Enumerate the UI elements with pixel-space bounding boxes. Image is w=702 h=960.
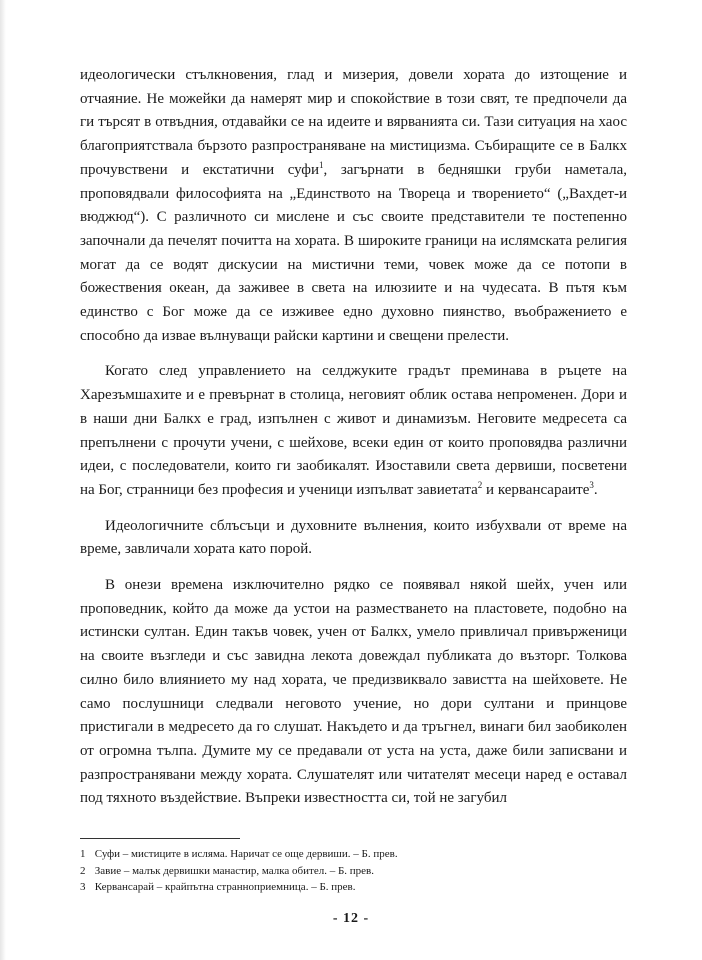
paragraph-2-text-end: .: [593, 481, 598, 498]
footnote-text: Завие – малък дервишки манастир, малка обител. – Б. прев.: [94, 864, 374, 877]
footnotes: [80, 846, 627, 896]
footnote-number: 3: [80, 881, 86, 893]
footnote-ref-3: 3: [589, 479, 594, 490]
footnote-2: [80, 863, 627, 880]
footnote-number: 2: [80, 864, 86, 877]
footnote-text: Суфи – мистиците в исляма. Наричат се още дервиши. – Б. прев.: [94, 848, 398, 860]
footnote-ref-1: 1: [319, 159, 324, 170]
paragraph-2: [80, 360, 627, 502]
paragraph-2-text-cont: и кервансараите: [482, 481, 590, 498]
paragraph-4: В онези времена изключително рядко се появявал някой шейх, учен или проповедник, който да може да устои на разместването на пластовете, подобно на истински султан. Един такъв човек, учен от Балкх, умело привличал привърженици на своите възгледи и със завидна лекота довеждал публиката до възторг. Толкова силно било влиянието му над хората, че предизвиквало завистта на шейховете. Не само послушници следвали неговото учение, но дори султани и принцове пристигали в медресето да го слушат. Накъдето и да тръгнел, винаги бил заобиколен от огромна тълпа. Думите му се предавали от уста на уста, даже били записвани и разпространявани между хората. Слушателят или читателят месеци наред е оставал под тяхното въздействие. Въпреки известността си, той не загубил: [80, 577, 627, 807]
paragraph-1: [80, 64, 627, 348]
footnote-number: 1: [80, 848, 86, 860]
footnote-divider: [80, 838, 240, 839]
footnote-ref-2: 2: [477, 479, 483, 490]
paragraph-2-text: Когато след управлението на селджуките градът преминава в ръцете на Харезъмшахите и е превърнат в столица, неговият облик остава непроменен. Дори и в наши дни Балкх е град, изпълнен с живот и динамизъм. Неговите медресета са препълнени с прочути учени, с шейхове, всеки един от които проповядва различни идеи, с последователи, които ги заобикалят. Изоставили света дервиши, посветени на Бог, странници без професия и ученици изпълват завиетата: [80, 363, 627, 498]
footnote-3: [80, 879, 627, 896]
page-edge-shadow: [0, 0, 6, 960]
paragraph-3: Идеологичните сблъсъци и духовните вълнения, които избухвали от време на време, завличали хората като порой.: [80, 517, 627, 558]
main-text: [80, 64, 627, 823]
page-number: - 12 -: [332, 911, 370, 926]
paragraph-1-text: идеологически стълкновения, глад и мизерия, довели хората до изтощение и отчаяние. Не можейки да намерят мир и спокойствие в този свят, те предпочели да ги търсят в отвъдния, отдавайки се на идеите и вярванията си. Тази ситуация на хаос благоприятствала бързото разпространяване на мистицизма. Събиращите се в Балкх прочувствени и екстатични суфи: [80, 67, 627, 178]
footnote-1: [80, 846, 627, 863]
footnote-text: Кервансарай – крайпътна странноприемница. – Б. прев.: [94, 881, 356, 893]
paragraph-1-text-cont: , загърнати в бедняшки груби наметала, проповядвали философията на „Единството на Твореца и творението“ („Вахдет-и вюджюд“). С различното си мислене и със своите представители те постепенно започнали да печелят почитта на хората. В широките граници на ислямската религия могат да се водят дискусии на мистични теми, човек може да се потопи в божествения океан, да заживее в света на илюзиите и на чудесата. В пътя към единство с Бог може да се изживее едно духовно пиянство, въображението е способно да извае вълнуващи райски картини и свещени прелести.: [80, 161, 627, 344]
